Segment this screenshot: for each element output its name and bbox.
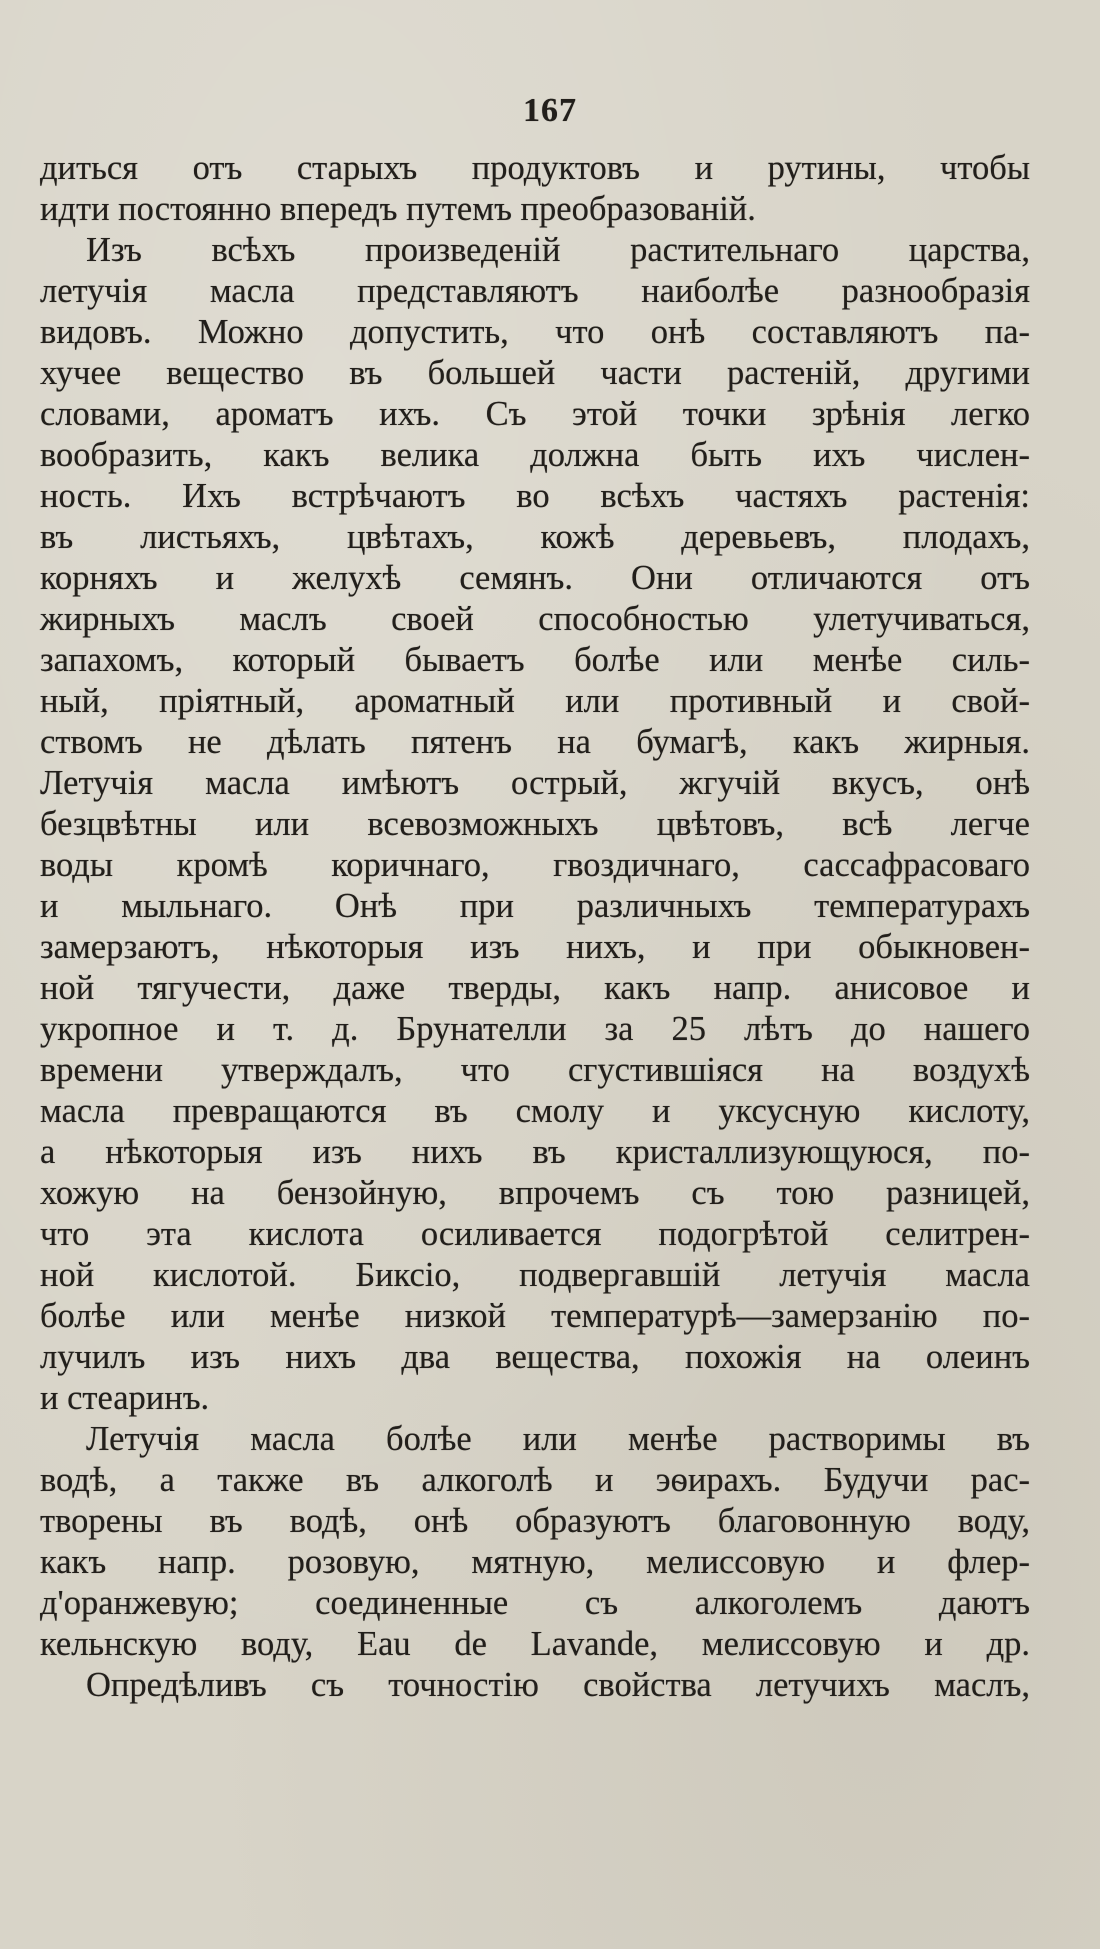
text-line: вообразить, какъ велика должна быть ихъ числен- [40,436,1030,474]
text-line: хожую на бензойную, впрочемъ съ тою разницей, [40,1174,1030,1212]
text-line: а нѣкоторыя изъ нихъ въ кристаллизующуюся, по- [40,1133,1030,1171]
text-line: ствомъ не дѣлать пятенъ на бумагѣ, какъ жирныя. [40,723,1030,761]
text-line: ный, пріятный, ароматный или противный и свой- [40,682,1030,720]
text-line: летучія масла представляютъ наиболѣе разнообразія [40,272,1030,310]
text-line: Летучія масла болѣе или менѣе растворимы въ [86,1420,1030,1458]
text-line: д'оранжевую; соединенные съ алкоголемъ даютъ [40,1584,1030,1622]
page-number: 167 [523,92,577,129]
text-line: ность. Ихъ встрѣчаютъ во всѣхъ частяхъ растенія: [40,477,1030,515]
text-line: что эта кислота осиливается подогрѣтой селитрен- [40,1215,1030,1253]
text-line: кельнскую воду, Eau de Lavande, мелиссовую и др. [40,1625,1030,1663]
text-line: творены въ водѣ, онѣ образуютъ благовонную воду, [40,1502,1030,1540]
text-line: какъ напр. розовую, мятную, мелиссовую и флер- [40,1543,1030,1581]
text-line: корняхъ и желухѣ семянъ. Они отличаются отъ [40,559,1030,597]
text-line: запахомъ, который бываетъ болѣе или менѣе силь- [40,641,1030,679]
text-line: въ листьяхъ, цвѣтахъ, кожѣ деревьевъ, плодахъ, [40,518,1030,556]
text-line: и стеаринъ. [40,1379,210,1417]
text-line: идти постоянно впередъ путемъ преобразованій. [40,190,756,228]
text-line: видовъ. Можно допустить, что онѣ составляютъ па- [40,313,1030,351]
text-line: лучилъ изъ нихъ два вещества, похожія на олеинъ [40,1338,1030,1376]
text-line: масла превращаются въ смолу и уксусную кислоту, [40,1092,1030,1130]
text-line: Летучія масла имѣютъ острый, жгучій вкусъ, онѣ [40,764,1030,802]
text-line: хучее вещество въ большей части растеній, другими [40,354,1030,392]
text-line: ной тягучести, даже тверды, какъ напр. анисовое и [40,969,1030,1007]
text-line: укропное и т. д. Брунателли за 25 лѣтъ до нашего [40,1010,1030,1048]
page-body-text [40,148,1030,1706]
text-line: диться отъ старыхъ продуктовъ и рутины, чтобы [40,149,1030,187]
text-line: замерзаютъ, нѣкоторыя изъ нихъ, и при обыкновен- [40,928,1030,966]
text-line: воды кромѣ коричнаго, гвоздичнаго, сассафрасоваго [40,846,1030,884]
text-line: водѣ, а также въ алкоголѣ и эѳирахъ. Будучи рас- [40,1461,1030,1499]
text-line: болѣе или менѣе низкой температурѣ—замерзанію по- [40,1297,1030,1335]
text-line: и мыльнаго. Онѣ при различныхъ температурахъ [40,887,1030,925]
text-line: словами, ароматъ ихъ. Съ этой точки зрѣнія легко [40,395,1030,433]
text-line: времени утверждалъ, что сгустившіяся на воздухѣ [40,1051,1030,1089]
text-line: жирныхъ маслъ своей способностью улетучиваться, [40,600,1030,638]
text-line: Опредѣливъ съ точностію свойства летучихъ маслъ, [86,1666,1030,1704]
text-line: Изъ всѣхъ произведеній растительнаго царства, [86,231,1030,269]
text-line: безцвѣтны или всевозможныхъ цвѣтовъ, всѣ легче [40,805,1030,843]
text-line: ной кислотой. Биксіо, подвергавшій летучія масла [40,1256,1030,1294]
